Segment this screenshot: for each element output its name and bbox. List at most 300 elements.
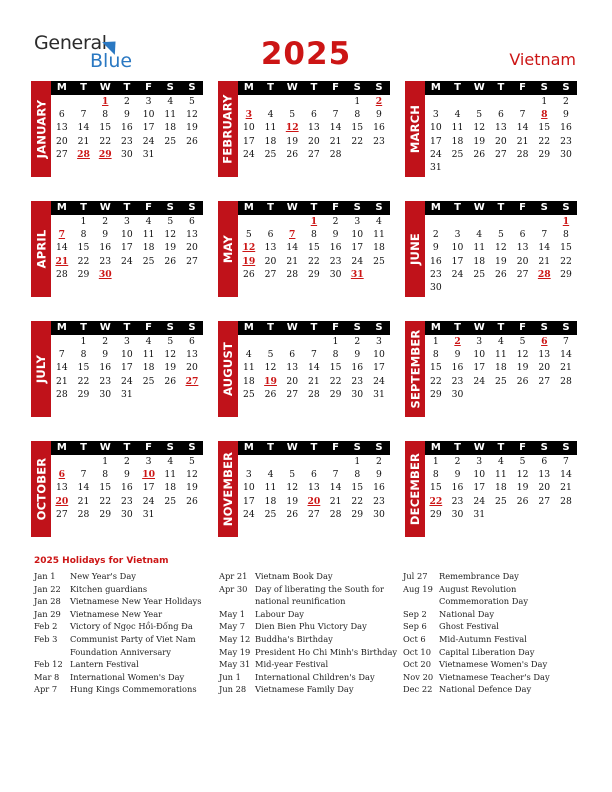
day-cell: 2 [102,336,109,347]
day-cell: 2 [332,216,339,227]
day-cell: 28 [560,375,572,387]
holiday-name: August Revolution Commemoration Day [439,583,529,607]
day-cell: 23 [329,255,342,267]
day-cell: 30 [99,388,112,400]
day-cell: 14 [308,362,320,374]
weekday-label: S [353,82,361,93]
weekday-label: T [454,82,461,93]
day-cell: 20 [55,135,68,147]
empty-cell [555,161,577,174]
weekday-label: S [353,442,361,453]
day-cell: 17 [473,362,486,374]
day-cell: 10 [121,349,133,361]
day-cell: 30 [560,148,572,160]
week-row [238,348,390,361]
day-cell: 11 [142,349,155,361]
day-cell: 27 [55,148,68,160]
holiday-day: 29 [98,148,112,160]
holiday-date: Oct 10 [403,646,431,657]
day-cell: 28 [516,148,529,160]
week-row [51,375,203,388]
weekday-label: T [310,322,318,333]
day-cell: 29 [560,268,572,280]
day-cell: 12 [516,349,529,361]
week-row [425,508,577,521]
weekday-label: F [519,202,527,213]
holiday-name: Labour Day [255,608,304,619]
day-cell: 30 [351,388,364,400]
empty-cell [238,215,260,228]
holiday-date: Oct 20 [403,659,431,670]
holiday-date: Apr 7 [34,684,58,695]
day-cell: 15 [77,242,90,254]
day-cell: 21 [516,135,529,147]
weekday-header [51,201,203,215]
day-cell: 22 [538,135,551,147]
day-cell: 12 [516,469,529,481]
day-cell: 22 [77,255,90,267]
weekday-label: T [267,82,274,93]
day-cell: 4 [497,336,504,347]
holiday-day: 2 [454,336,461,347]
day-cell: 8 [354,109,361,121]
day-cell: 9 [376,109,382,121]
day-cell: 9 [563,109,569,121]
month-name: APRIL [34,229,49,269]
day-cell: 27 [186,255,198,267]
weekday-label: W [473,202,485,213]
weekday-label: T [310,442,318,453]
day-cell: 29 [329,388,342,400]
day-cell: 16 [351,362,364,374]
day-cell: 18 [264,135,277,147]
day-cell: 9 [454,349,461,361]
day-cell: 30 [373,508,385,520]
month-label [218,441,238,537]
empty-cell [490,508,512,521]
empty-cell [325,455,347,468]
day-cell: 11 [264,122,277,134]
day-cell: 30 [451,508,464,520]
holiday-day: 19 [264,375,277,387]
weekday-label: T [123,442,131,453]
day-cell: 5 [519,336,526,347]
holiday-item [219,646,404,659]
day-cell: 2 [102,216,109,227]
day-cell: 28 [55,388,68,400]
month-june [405,201,577,321]
day-cell: 28 [329,508,342,520]
week-row [425,121,577,134]
holiday-name: Mid-Autumn Festival [439,633,527,644]
weekday-label: W [99,82,111,93]
holiday-name: Mid-year Festival [255,659,329,670]
day-cell: 22 [77,375,90,387]
weekday-label: S [540,322,548,333]
day-cell: 28 [329,148,342,160]
holiday-day: 19 [242,255,256,267]
day-cell: 25 [495,375,507,387]
day-cell: 30 [451,388,464,400]
day-cell: 29 [308,268,320,280]
holiday-item [34,608,219,621]
empty-cell [281,215,303,228]
weekday-label: M [243,82,254,93]
weekday-label: F [145,82,153,93]
day-cell: 15 [329,362,342,374]
weekday-label: T [123,202,131,213]
week-row [238,508,390,521]
weekday-label: S [562,202,570,213]
weekday-label: M [243,442,254,453]
day-cell: 5 [497,229,504,241]
day-cell: 18 [264,495,277,507]
empty-cell [512,388,534,401]
day-cell: 4 [245,349,252,361]
weekday-header [238,201,390,215]
day-cell: 25 [373,255,385,267]
weekday-label: M [430,202,441,213]
day-cell: 27 [264,268,277,280]
month-january [31,81,203,201]
day-cell: 18 [451,135,464,147]
day-cell: 25 [242,388,255,400]
holiday-name: National Day [439,608,495,619]
day-cell: 15 [351,122,364,134]
weekday-label: S [375,82,383,93]
holiday-date: Sep 6 [403,621,427,632]
empty-cell [181,508,203,521]
month-grid [51,441,203,521]
day-cell: 30 [121,508,133,520]
week-row [51,95,203,108]
holiday-day: 22 [429,495,443,507]
day-cell: 26 [516,495,529,507]
day-cell: 8 [80,229,87,241]
day-cell: 23 [560,135,572,147]
day-cell: 23 [451,375,464,387]
empty-cell [490,388,512,401]
holiday-item [219,583,404,608]
day-cell: 18 [495,482,507,494]
week-row [425,95,577,108]
day-cell: 3 [145,96,152,107]
month-december [405,441,577,561]
day-cell: 5 [245,229,252,241]
weekday-label: W [473,322,485,333]
day-cell: 25 [264,148,277,160]
day-cell: 14 [77,482,90,494]
holiday-day: 6 [58,469,66,481]
week-row [51,215,203,228]
day-cell: 5 [289,109,296,121]
empty-cell [490,95,512,108]
day-cell: 4 [376,216,382,227]
day-cell: 21 [560,482,572,494]
empty-cell [303,455,325,468]
day-cell: 15 [99,122,112,134]
month-name: MARCH [408,104,423,154]
day-cell: 13 [495,122,507,134]
holiday-name: Kitchen guardians [70,583,148,594]
empty-cell [181,268,203,281]
day-cell: 25 [164,495,177,507]
day-cell: 9 [102,229,109,241]
day-cell: 7 [563,456,569,467]
empty-cell [447,95,469,108]
holiday-date: Mar 8 [34,671,60,682]
day-cell: 3 [454,229,461,241]
empty-cell [447,281,469,294]
week-row [425,241,577,254]
empty-cell [281,95,303,108]
day-cell: 24 [242,508,255,520]
day-cell: 19 [186,122,198,134]
holiday-name: Buddha's Birthday [255,633,333,644]
day-cell: 16 [121,482,133,494]
day-cell: 21 [286,255,299,267]
weekday-label: M [430,322,441,333]
holiday-day: 21 [55,255,69,267]
day-cell: 25 [142,375,155,387]
weekday-label: S [166,82,174,93]
day-cell: 1 [354,96,361,107]
day-cell: 12 [186,109,198,121]
holiday-date: May 1 [219,608,246,619]
day-cell: 14 [329,482,342,494]
day-cell: 6 [541,456,548,467]
day-cell: 15 [99,482,112,494]
day-cell: 17 [121,242,133,254]
day-cell: 2 [123,456,130,467]
weekday-label: S [188,322,196,333]
holiday-name: Dien Bien Phu Victory Day [255,621,367,632]
week-row [51,388,203,401]
empty-cell [533,388,555,401]
brand-line1: General [34,32,107,54]
month-label [31,201,51,297]
month-april [31,201,203,321]
holiday-name: Capital Liberation Day [439,646,535,657]
holiday-item [403,620,588,633]
holiday-name: Vietnamese Women's Day [439,659,548,670]
weekday-label: W [473,82,485,93]
month-name: JULY [34,354,48,384]
day-cell: 7 [332,469,339,481]
month-grid [238,321,390,401]
day-cell: 10 [142,109,155,121]
empty-cell [425,215,447,228]
empty-cell [490,215,512,228]
holiday-day: 7 [289,229,296,241]
week-row [425,228,577,241]
day-cell: 29 [99,508,112,520]
week-row [238,148,390,161]
holiday-item [219,570,404,583]
day-cell: 3 [245,469,252,481]
week-row [425,108,577,121]
day-cell: 3 [145,456,152,467]
weekday-label: W [99,202,111,213]
day-cell: 11 [473,242,486,254]
day-cell: 29 [77,268,90,280]
week-row [238,241,390,254]
day-cell: 18 [142,242,155,254]
day-cell: 19 [164,242,177,254]
holiday-date: Jun 1 [219,671,241,682]
weekday-label: S [540,82,548,93]
day-cell: 18 [142,362,155,374]
day-cell: 19 [516,482,529,494]
holiday-day: 6 [541,336,548,347]
week-row [51,508,203,521]
month-grid [238,201,390,281]
day-cell: 31 [429,161,442,173]
holiday-name: Vietnamese New Year Holidays [70,596,202,607]
weekday-label: T [497,82,505,93]
weekday-label: F [332,202,340,213]
day-cell: 14 [560,349,572,361]
day-cell: 14 [516,122,529,134]
holiday-day: 20 [55,495,69,507]
day-cell: 1 [541,96,548,107]
weekday-label: F [145,202,153,213]
week-row [425,161,577,174]
holiday-date: May 7 [219,621,246,632]
month-label [218,81,238,177]
day-cell: 23 [121,135,133,147]
day-cell: 18 [473,255,486,267]
holiday-day: 10 [142,469,155,481]
country-name: Vietnam [509,50,576,69]
weekday-label: F [332,442,340,453]
day-cell: 26 [186,135,198,147]
day-cell: 6 [310,109,317,121]
month-grid [238,81,390,161]
day-cell: 21 [329,135,342,147]
day-cell: 18 [495,362,507,374]
day-cell: 26 [242,268,255,280]
holiday-day: 28 [77,148,90,160]
day-cell: 2 [454,456,461,467]
month-march [405,81,577,201]
day-cell: 11 [142,229,155,241]
day-cell: 14 [329,122,342,134]
day-cell: 16 [373,482,385,494]
month-label [405,441,425,537]
month-grid [51,81,203,161]
day-cell: 6 [189,216,195,227]
day-cell: 13 [186,229,198,241]
day-cell: 27 [55,508,68,520]
holiday-date: Jun 28 [219,684,247,695]
day-cell: 25 [473,268,486,280]
empty-cell [512,508,534,521]
day-cell: 17 [242,135,255,147]
day-cell: 4 [145,216,152,227]
holiday-day: 27 [185,375,199,387]
week-row [238,388,390,401]
week-row [238,121,390,134]
day-cell: 26 [186,495,198,507]
month-label [405,81,425,177]
day-cell: 17 [473,482,486,494]
day-cell: 11 [451,122,464,134]
day-cell: 10 [351,229,364,241]
day-cell: 8 [432,349,439,361]
day-cell: 5 [289,469,296,481]
month-grid [425,201,577,294]
week-row [425,481,577,494]
day-cell: 13 [538,469,551,481]
weekday-label: S [188,202,196,213]
day-cell: 24 [121,375,133,387]
day-cell: 12 [286,482,299,494]
day-cell: 10 [242,482,255,494]
empty-cell [533,281,555,294]
day-cell: 16 [99,242,112,254]
weekday-label: M [56,82,67,93]
day-cell: 14 [560,469,572,481]
day-cell: 6 [58,109,65,121]
day-cell: 22 [99,495,112,507]
holiday-day: 31 [350,268,364,280]
holiday-day: 30 [98,268,112,280]
empty-cell [533,161,555,174]
day-cell: 17 [429,135,442,147]
day-cell: 3 [123,216,130,227]
weekday-label: F [332,322,340,333]
holiday-name: Vietnam Book Day [255,571,333,581]
day-cell: 11 [164,109,177,121]
week-row [238,268,390,281]
holiday-item [34,595,219,608]
day-cell: 31 [121,388,133,400]
empty-cell [138,388,160,401]
weekday-label: W [473,442,485,453]
day-cell: 15 [77,362,90,374]
day-cell: 13 [264,242,277,254]
day-cell: 17 [121,362,133,374]
empty-cell [181,388,203,401]
holiday-item [403,646,588,659]
empty-cell [260,215,282,228]
day-cell: 14 [538,242,551,254]
day-cell: 15 [351,482,364,494]
day-cell: 18 [164,482,177,494]
weekday-label: S [188,442,196,453]
day-cell: 5 [167,336,174,347]
holiday-day: 12 [285,122,299,134]
holiday-name: Vietnamese New Year [70,608,163,619]
day-cell: 26 [516,375,529,387]
holiday-name: Day of liberating the South for national reunification [255,583,384,607]
holiday-item [403,583,588,608]
month-name: OCTOBER [34,457,48,521]
day-cell: 30 [121,148,133,160]
holiday-day: 28 [537,268,551,280]
weekday-label: T [454,442,461,453]
day-cell: 3 [476,456,483,467]
weekday-label: T [310,82,318,93]
holiday-name: New Year's Day [70,571,136,581]
week-row [238,228,390,241]
empty-cell [159,508,181,521]
holiday-item [403,633,588,646]
week-row [238,108,390,121]
day-cell: 16 [373,122,385,134]
day-cell: 21 [77,495,90,507]
